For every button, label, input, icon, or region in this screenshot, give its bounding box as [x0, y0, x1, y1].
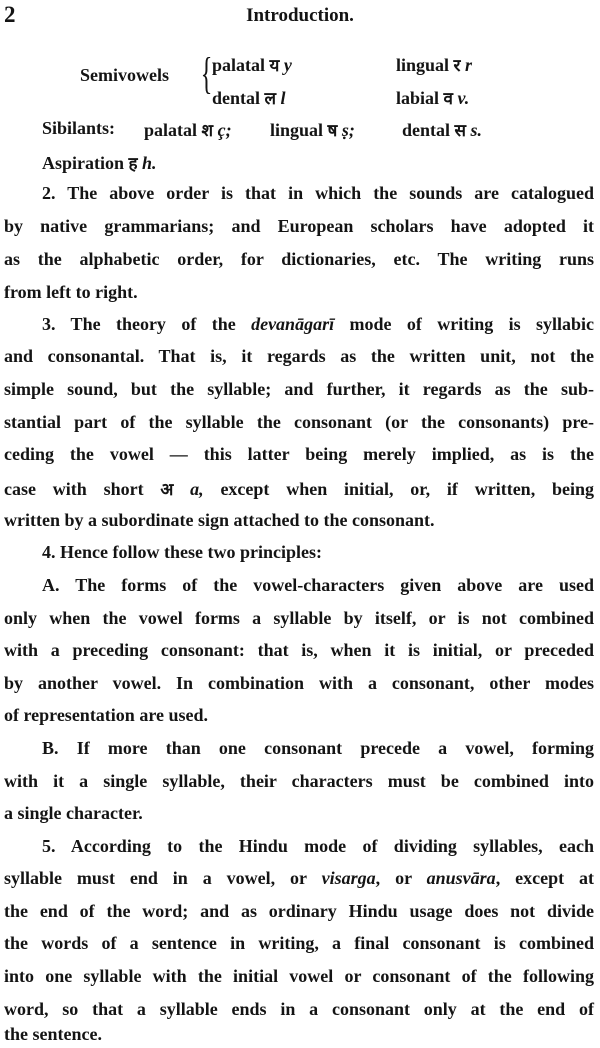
semivowel-lingual: lingual र r — [396, 55, 472, 76]
page-header — [4, 2, 596, 26]
paragraph-5-line: the sentence. — [4, 1024, 102, 1044]
paragraph-3-line: case with short अ a, except when initial, or, if written, being — [4, 479, 594, 500]
paragraph-3-line: 3. The theory of the devanāgarī mode of writing is syllabic — [42, 314, 594, 334]
brace-icon: { — [200, 49, 213, 98]
paragraph-a-line: of representation are used. — [4, 705, 208, 725]
paragraph-a-line: only when the vowel forms a syllable by itself, or is not combined — [4, 608, 594, 628]
semivowels-label: Semivowels — [80, 65, 169, 85]
aspiration-line: Aspiration ह h. — [42, 153, 157, 174]
paragraph-5-line: syllable must end in a vowel, or visarga, or anusvāra, except at — [4, 868, 594, 888]
paragraph-3-line: and consonantal. That is, it regards as the written unit, not the — [4, 346, 594, 366]
paragraph-2-line: by native grammarians; and European scholars have adopted it — [4, 216, 594, 236]
paragraph-3-line: stantial part of the syllable the consonant (or the consonants) pre- — [4, 412, 594, 432]
paragraph-5-line: into one syllable with the initial vowel or consonant of the following — [4, 966, 594, 986]
paragraph-5-line: the end of the word; and as ordinary Hindu usage does not divide — [4, 901, 594, 921]
paragraph-2-line: from left to right. — [4, 282, 138, 302]
paragraph-b-line: with it a single syllable, their characters must be combined into — [4, 771, 594, 791]
paragraph-b-line: B. If more than one consonant precede a vowel, forming — [42, 738, 594, 758]
paragraph-3-line: ceding the vowel — this latter being merely implied, as is the — [4, 444, 594, 464]
semivowel-labial: labial व v. — [396, 88, 470, 109]
paragraph-4: 4. Hence follow these two principles: — [42, 542, 322, 562]
paragraph-5-line: word, so that a syllable ends in a consonant only at the end of — [4, 999, 594, 1019]
sibilant-dental: dental स s. — [402, 120, 483, 141]
paragraph-5-line: 5. According to the Hindu mode of dividing syllables, each — [42, 836, 594, 856]
paragraph-a-line: A. The forms of the vowel-characters given above are used — [42, 575, 594, 595]
paragraph-b-line: a single character. — [4, 803, 143, 823]
sibilants-label: Sibilants: — [42, 118, 116, 138]
running-title: Introduction. — [246, 5, 354, 26]
page-number: 2 — [4, 2, 16, 27]
paragraph-a-line: with a preceding consonant: that is, when it is initial, or preceded — [4, 640, 594, 660]
paragraph-5-line: the words of a sentence in writing, a final consonant is combined — [4, 933, 594, 953]
sibilant-palatal: palatal श ç; — [144, 120, 232, 141]
sibilant-lingual: lingual ष ṣ; — [270, 120, 355, 141]
paragraph-a-line: by another vowel. In combination with a consonant, other modes — [4, 673, 594, 693]
paragraph-3-line: simple sound, but the syllable; and further, it regards as the sub- — [4, 379, 594, 399]
semivowel-dental: dental ल l — [212, 88, 286, 109]
paragraph-2-line: 2. The above order is that in which the sounds are catalogued — [42, 183, 594, 203]
paragraph-2-line: as the alphabetic order, for dictionaries, etc. The writing runs — [4, 249, 594, 269]
paragraph-3-line: written by a subordinate sign attached to the consonant. — [4, 510, 435, 530]
semivowel-palatal: palatal य y — [212, 55, 292, 76]
